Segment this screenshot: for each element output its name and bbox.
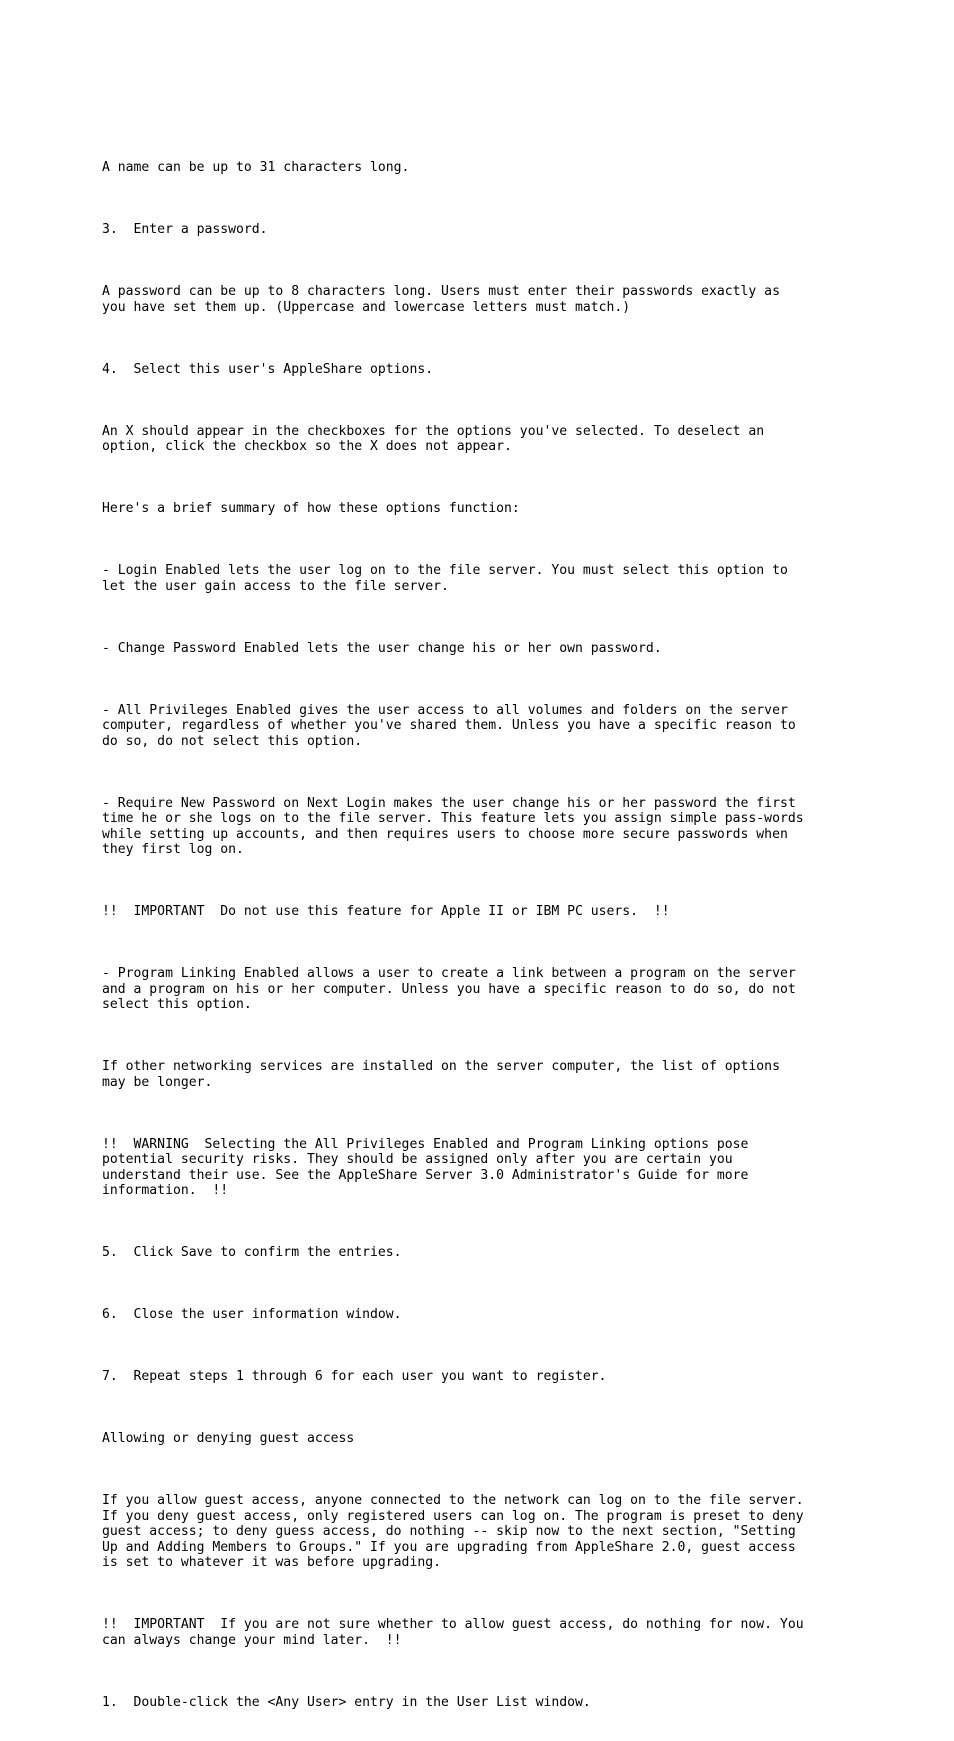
guest-step-1-heading: 1. Double-click the <Any User> entry in the User List window.	[102, 1694, 591, 1710]
option-require-new-password: - Require New Password on Next Login makes the user change his or her password the first time he or she logs on to the file server. This feature lets you assign simple pass-words while setting up accounts, and then requires users to choose more secure passwords when they first log on.	[102, 795, 804, 857]
important-note-apple-ii: !! IMPORTANT Do not use this feature for Apple II or IBM PC users. !!	[102, 904, 670, 919]
step-4-heading: 4. Select this user's AppleShare options.	[102, 361, 434, 377]
option-program-linking: - Program Linking Enabled allows a user to create a link between a program on the server and a program on his or her computer. Unless you have a specific reason to do so, do not select this option.	[102, 966, 796, 1012]
name-length-note: A name can be up to 31 characters long.	[102, 160, 410, 175]
important-note-guest-access: !! IMPORTANT If you are not sure whether to allow guest access, do nothing for now. You can always change your mind later. !!	[102, 1617, 804, 1648]
option-change-password: - Change Password Enabled lets the user change his or her own password.	[102, 640, 662, 656]
password-length-note: A password can be up to 8 characters long. Users must enter their passwords exactly as you have set them up. (Uppercase and lowercase letters must match.)	[102, 284, 780, 315]
step-5-heading: 5. Click Save to confirm the entries.	[102, 1245, 402, 1260]
step-3-heading: 3. Enter a password.	[102, 222, 268, 237]
option-login-enabled: - Login Enabled lets the user log on to the file server. You must select this option to let the user gain access to the file server.	[102, 563, 788, 594]
option-all-privileges: - All Privileges Enabled gives the user access to all volumes and folders on the server computer, regardless of whether you've shared them. Unless you have a specific reason to do so, do not select this option.	[102, 702, 796, 749]
guest-access-explanation: If you allow guest access, anyone connected to the network can log on to the file server. If you deny guest access, only registered users can log on. The program is preset to deny guest access; to deny guess access, do nothing -- skip now to the next section, "Setting Up and Adding Members to Groups." If you are upgrading from AppleShare 2.0, guest access is set to whatever it was before upgrading.	[102, 1493, 804, 1570]
step-7-heading: 7. Repeat steps 1 through 6 for each user you want to register.	[102, 1369, 607, 1384]
document-page	[102, 129, 902, 1741]
other-services-note: If other networking services are installed on the server computer, the list of options may be longer.	[102, 1059, 780, 1090]
security-warning: !! WARNING Selecting the All Privileges Enabled and Program Linking options pose potential security risks. They should be assigned only after you are certain you understand their use. See the AppleShare Server 3.0 Administrator's Guide for more information. !!	[102, 1136, 749, 1198]
section-heading-guest-access: Allowing or denying guest access	[102, 1431, 355, 1446]
step-6-heading: 6. Close the user information window.	[102, 1307, 402, 1322]
options-summary-intro: Here's a brief summary of how these options function:	[102, 501, 520, 516]
checkbox-instructions: An X should appear in the checkboxes for the options you've selected. To deselect an option, click the checkbox so the X does not appear.	[102, 423, 765, 454]
